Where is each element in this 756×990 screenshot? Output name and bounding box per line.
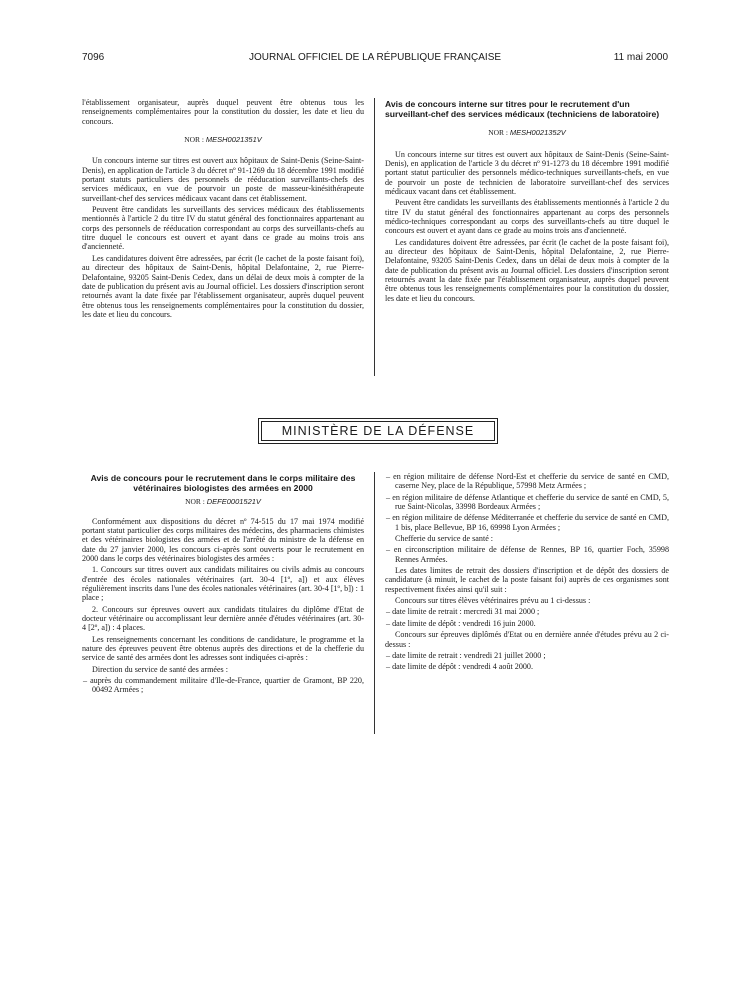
journal-title: JOURNAL OFFICIEL DE LA RÉPUBLIQUE FRANÇAISE	[248, 52, 502, 63]
body-paragraph: 2. Concours sur épreuves ouvert aux candidats titulaires du diplôme d'Etat de docteur vétérinaire ou accomplissant leur dernière année d'études vétérinaires (art. 30-4 [2º, a]) : 4 places.	[82, 604, 364, 633]
body-paragraph: Les candidatures doivent être adressées, par écrit (le cachet de la poste faisant foi), au directeur des hôpitaux de Saint-Denis, hôpital Delafontaine, 2, rue Pierre-Delafontaine, 93205 Saint-Denis Cedex, dans un délai de deux mois à compter de la date de publication du présent avis au Journal officiel. Les dossiers d'inscription seront retournés avant la date fixée par l'établissement organisateur, auprès duquel peuvent être obtenus tous les renseignements complémentaires pour la constitution du dossier, les date et lieu du concours.	[385, 237, 669, 303]
body-paragraph: Les dates limites de retrait des dossiers d'inscription et de dépôt des dossiers de candidature (à minuit, le cachet de la poste faisant foi) auprès de ces organismes sont respectivement fixées ainsi qu'il suit :	[385, 566, 669, 594]
bottom-right-column	[385, 472, 669, 674]
body-paragraph: 1. Concours sur titres ouvert aux candidats militaires ou civils admis au concours d'entrée des écoles nationales vétérinaires (art. 30-4 [1º, a]) et aux élèves régulièrement inscrits dans l'une des écoles nationales vétérinaires (art. 30-4 [1º, b]) : 1 place ;	[82, 565, 364, 603]
bottom-left-column	[82, 474, 364, 697]
list-item: – en circonscription militaire de défense de Rennes, BP 16, quartier Foch, 35998 Rennes Armées.	[386, 545, 669, 564]
column-divider-bottom	[374, 472, 375, 734]
notice-title: Avis de concours interne sur titres pour le recrutement d'un surveillant-chef des services médicaux (techniciens de laboratoire)	[385, 99, 660, 119]
list-item-text: auprès du commandement militaire d'Ile-de-France, quartier de Gramont, BP 220, 00492 Armées ;	[90, 676, 364, 695]
list-item-text: date limite de retrait : vendredi 21 juillet 2000 ;	[392, 650, 546, 660]
body-paragraph: Direction du service de santé des armées :	[92, 664, 228, 674]
list-item: – date limite de retrait : vendredi 21 juillet 2000 ;	[386, 650, 546, 660]
list-item-text: date limite de dépôt : vendredi 4 août 2000.	[392, 662, 534, 672]
list-item: – en région militaire de défense Nord-Est et chefferie du service de santé en CMD, caserne Ney, place de la République, 57998 Metz Armées ;	[386, 472, 669, 491]
nor-label: NOR :	[184, 135, 205, 145]
list-item-text: en région militaire de défense Atlantique et chefferie du service de santé en CMD, 5, rue Saint-Nicolas, 33998 Bordeaux Armées ;	[392, 492, 669, 512]
nor-code: MESH0021352V	[509, 128, 566, 138]
chefferie-label: Chefferie du service de santé :	[395, 534, 494, 544]
notice-title: Avis de concours pour le recrutement dans le corps militaire des vétérinaires biologistes des armées en 2000	[90, 473, 356, 493]
issue-date: 11 mai 2000	[613, 52, 668, 63]
top-left-column	[82, 98, 364, 321]
ministry-heading-box	[258, 418, 498, 444]
body-paragraph: Conformément aux dispositions du décret nº 74-515 du 17 mai 1974 modifié portant statut particulier des corps militaires des médecins, des pharmaciens chimistes et des vétérinaires biologistes des armées et de l'arrêté du ministre de la défense en date du 27 janvier 2000, les concours ci-après sont ouverts pour le recrutement en 2000 dans le corps des vétérinaires biologistes des armées :	[82, 516, 364, 563]
list-item-text: en région militaire de défense Nord-Est et chefferie du service de santé en CMD, caserne Ney, place de la République, 57998 Metz Armées ;	[393, 472, 669, 491]
body-paragraph: Peuvent être candidats les surveillants des services médicaux des établissements mentionnés à l'article 2 du titre IV du statut général des fonctionnaires appartenant au corps des personnels de rééducation correspondant au corps des surveillants-chefs au titre duquel le concours est ouvert et ayant dans ce grade au moins trois ans d'ancienneté.	[82, 205, 364, 252]
list-item-text: en circonscription militaire de défense de Rennes, BP 16, quartier Foch, 35998 Rennes Armées.	[393, 545, 669, 564]
concours1-label: Concours sur titres élèves vétérinaires prévu au 1 ci-dessus :	[395, 596, 591, 606]
top-right-column	[385, 100, 669, 305]
list-item-text: date limite de dépôt : vendredi 16 juin 2000.	[392, 618, 536, 628]
nor-code: MESH0021351V	[205, 135, 262, 145]
nor-label: NOR :	[488, 128, 509, 138]
list-item-text: en région militaire de défense Méditerranée et chefferie du service de santé en CMD, 1 bis, place Bellevue, BP 16, 69998 Lyon Armées ;	[392, 513, 669, 532]
nor-label: NOR :	[185, 497, 205, 507]
nor-reference	[82, 497, 364, 506]
list-item-text: date limite de retrait : mercredi 31 mai 2000 ;	[392, 607, 540, 617]
nor-reference	[82, 135, 364, 144]
list-item: – en région militaire de défense Atlantique et chefferie du service de santé en CMD, 5, rue Saint-Nicolas, 33998 Bordeaux Armées ;	[386, 492, 669, 512]
list-item: – auprès du commandement militaire d'Ile-de-France, quartier de Gramont, BP 220, 00492 Armées ;	[83, 676, 364, 695]
body-paragraph: Les renseignements concernant les conditions de candidature, le programme et la nature des épreuves peuvent être obtenus auprès des directions et de la chefferie du service de santé des armées dont les adresses sont indiquées ci-après :	[82, 634, 364, 663]
list-item: – date limite de dépôt : vendredi 16 juin 2000.	[386, 618, 536, 628]
nor-reference	[385, 128, 669, 137]
body-paragraph: Un concours interne sur titres est ouvert aux hôpitaux de Saint-Denis (Seine-Saint-Denis), en application de l'article 3 du décret nº 91-1273 du 18 décembre 1991 modifié portant statut particulier des personnels médico-techniques surveillants-chefs, en vue de pourvoir un poste de technicien de laboratoire surveillant-chef des services médicaux vacant dans cet établissement.	[385, 149, 669, 196]
nor-code: DEFE0001521V	[206, 497, 261, 507]
ministry-heading: MINISTÈRE DE LA DÉFENSE	[261, 421, 495, 441]
body-paragraph: Les candidatures doivent être adressées, par écrit (le cachet de la poste faisant foi), au directeur des hôpitaux de Saint-Denis, hôpital Delafontaine, 2, rue Pierre-Delafontaine, 93205 Saint-Denis Cedex, dans un délai de deux mois à compter de la date de publication du présent avis au Journal officiel. Les dossiers d'inscription seront retournés avant la date fixée par l'établissement organisateur, auprès duquel peuvent être obtenus tous les renseignements complémentaires pour la constitution du dossier, les date et lieu du concours.	[82, 253, 364, 319]
list-item: – en région militaire de défense Méditerranée et chefferie du service de santé en CMD, 1 bis, place Bellevue, BP 16, 69998 Lyon Armées ;	[386, 513, 669, 532]
list-item: – date limite de retrait : mercredi 31 mai 2000 ;	[386, 607, 540, 617]
page-number: 7096	[82, 52, 105, 63]
body-paragraph: Peuvent être candidats les surveillants des établissements mentionnés à l'article 2 du titre IV du statut général des fonctionnaires appartenant au corps des personnels médico-techniques correspondant au corps des surveillants-chefs au titre duquel le concours est ouvert et ayant dans ce grade au moins trois ans d'ancienneté.	[385, 198, 669, 236]
list-item: – date limite de dépôt : vendredi 4 août 2000.	[386, 662, 534, 672]
column-divider-top	[374, 98, 375, 376]
intro-paragraph: l'établissement organisateur, auprès duquel peuvent être obtenus tous les renseignements complémentaires pour la constitution du dossier, les date et lieu du concours.	[82, 98, 364, 126]
concours2-label: Concours sur épreuves diplômés d'Etat ou en dernière année d'études prévu au 2 ci-dessus :	[385, 630, 669, 649]
body-paragraph: Un concours interne sur titres est ouvert aux hôpitaux de Saint-Denis (Seine-Saint-Denis), en application de l'article 3 du décret nº 91-1269 du 18 décembre 1991 modifié portant statuts particuliers des personnels de rééducation surveillants-chefs des services médicaux, en vue de pourvoir un poste de masseur-kinésithérapeute surveillant-chef des services médicaux vacant dans cet établissement.	[82, 156, 364, 203]
